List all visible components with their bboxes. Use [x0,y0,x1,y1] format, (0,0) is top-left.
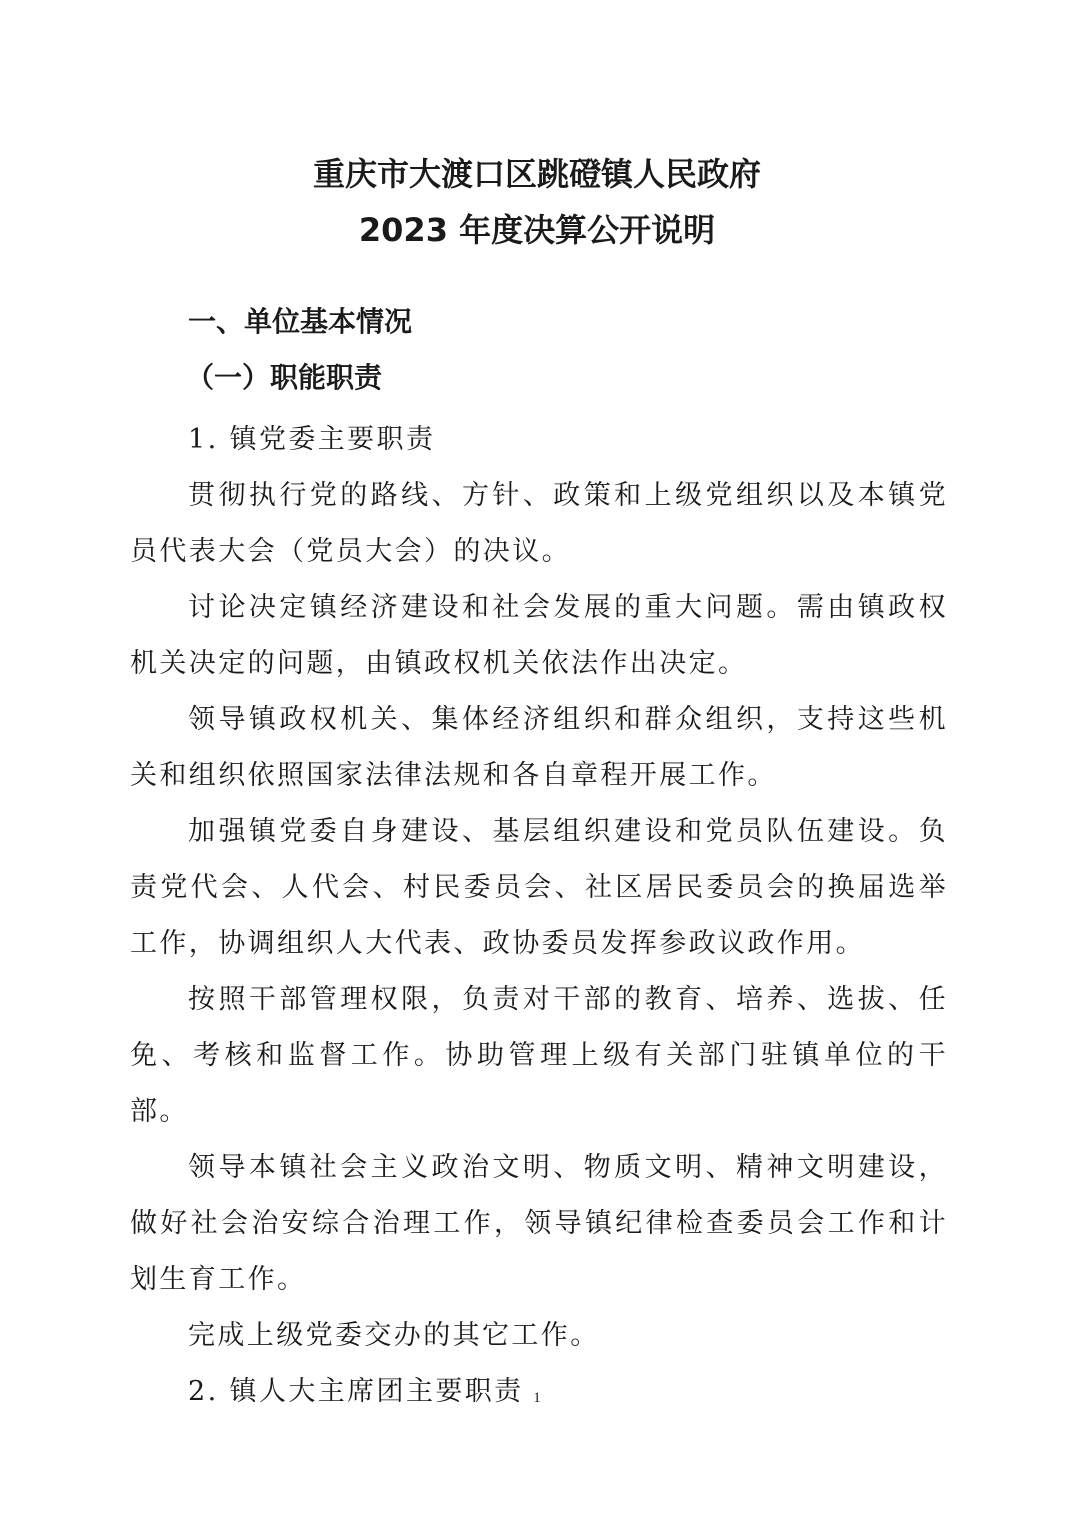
item-heading-1: 1. 镇党委主要职责 [188,424,436,455]
document-body [130,300,948,1420]
paragraph-5: 按照干部管理权限，负责对干部的教育、培养、选拔、任免、考核和监督工作。协助管理上级有关部门驻镇单位的干部。 [130,984,948,1127]
paragraph-7: 完成上级党委交办的其它工作。 [188,1320,600,1351]
paragraph-6: 领导本镇社会主义政治文明、物质文明、精神文明建设，做好社会治安综合治理工作，领导镇纪律检查委员会工作和计划生育工作。 [130,1152,948,1295]
section-heading: 一、单位基本情况 [188,305,413,338]
paragraph-2: 讨论决定镇经济建设和社会发展的重大问题。需由镇政权机关决定的问题，由镇政权机关依法作出决定。 [130,592,948,679]
document-title-line1: 重庆市大渡口区跳磴镇人民政府 [312,155,761,193]
paragraph-1: 贯彻执行党的路线、方针、政策和上级党组织以及本镇党员代表大会（党员大会）的决议。 [130,480,948,567]
paragraph-4: 加强镇党委自身建设、基层组织建设和党员队伍建设。负责党代会、人代会、村民委员会、社区居民委员会的换届选举工作，协调组织人大代表、政协委员发挥参政议政作用。 [130,816,948,959]
subsection-heading: （一）职能职责 [186,361,383,394]
paragraph-3: 领导镇政权机关、集体经济组织和群众组织，支持这些机关和组织依照国家法律法规和各自章程开展工作。 [130,704,948,791]
document-title-line2: 2023 年度决算公开说明 [358,211,716,249]
item-heading-2: 2. 镇人大主席团主要职责 [188,1376,524,1407]
page-number: 1 [533,1390,541,1406]
